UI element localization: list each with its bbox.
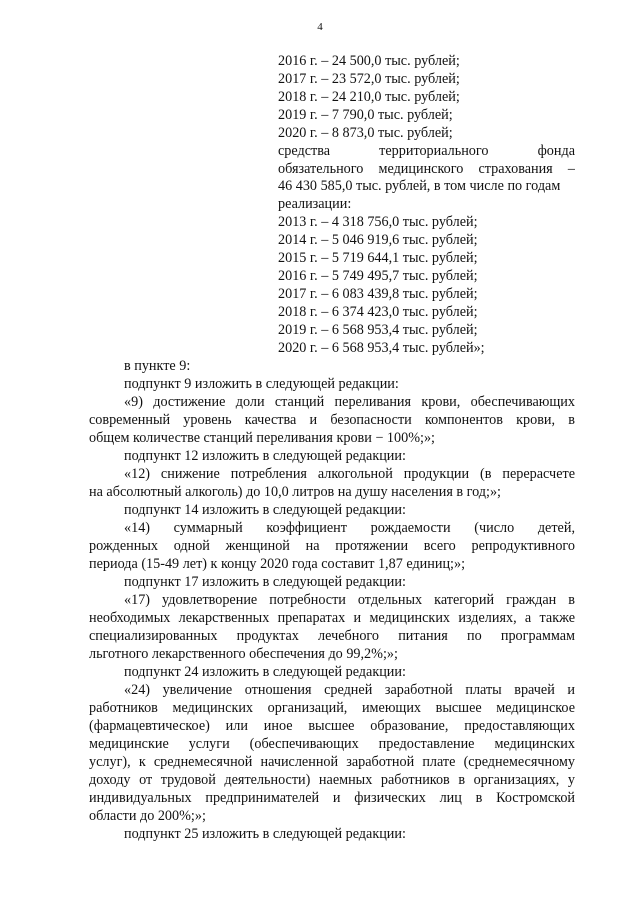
col-line: 2015 г. – 5 719 644,1 тыс. рублей;: [278, 250, 478, 266]
col-line: 2020 г. – 6 568 953,4 тыс. рублей»;: [278, 340, 485, 356]
col-line: 2020 г. – 8 873,0 тыс. рублей;: [278, 125, 453, 141]
body-line: работников медицинских организаций, имеющих высшее медицинское: [89, 700, 575, 716]
body-line: современный уровень качества и безопасности компонентов крови, в: [89, 412, 575, 428]
body-line: индивидуальных предпринимателей и физических лиц в Костромской: [89, 790, 575, 806]
body-line: подпункт 25 изложить в следующей редакции:: [124, 826, 406, 842]
body-line: периода (15-49 лет) к концу 2020 года составит 1,87 единиц;»;: [89, 556, 466, 572]
col-line: 2016 г. – 5 749 495,7 тыс. рублей;: [278, 268, 478, 284]
body-line: необходимых лекарственных препаратах и медицинских изделиях, а также: [89, 610, 575, 626]
col-line: 2017 г. – 6 083 439,8 тыс. рублей;: [278, 286, 478, 302]
body-line: медицинские услуги (обеспечивающих предоставление медицинских: [89, 736, 575, 752]
col-line: 2017 г. – 23 572,0 тыс. рублей;: [278, 71, 460, 87]
col-line: обязательного медицинского страхования –: [278, 161, 575, 177]
body-line: «9) достижение доли станций переливания крови, обеспечивающих: [124, 394, 575, 410]
body-line: подпункт 24 изложить в следующей редакции:: [124, 664, 406, 680]
body-line: доходу от трудовой деятельности) наемных работников в организациях, у: [89, 772, 575, 788]
body-line: «17) удовлетворение потребности отдельных категорий граждан в: [124, 592, 575, 608]
body-line: в пункте 9:: [124, 358, 191, 374]
body-line: подпункт 14 изложить в следующей редакции:: [124, 502, 406, 518]
col-line: 2018 г. – 6 374 423,0 тыс. рублей;: [278, 304, 478, 320]
body-line: «24) увеличение отношения средней заработной платы врачей и: [124, 682, 575, 698]
col-line: 2014 г. – 5 046 919,6 тыс. рублей;: [278, 232, 478, 248]
body-line: общем количестве станций переливания крови − 100%;»;: [89, 430, 435, 446]
body-line: «14) суммарный коэффициент рождаемости (число детей,: [124, 520, 575, 536]
body-line: услуг), к среднемесячной начисленной заработной плате (среднемесячному: [89, 754, 575, 770]
body-line: подпункт 9 изложить в следующей редакции:: [124, 376, 399, 392]
col-line: 2013 г. – 4 318 756,0 тыс. рублей;: [278, 214, 478, 230]
col-line: 2018 г. – 24 210,0 тыс. рублей;: [278, 89, 460, 105]
body-line: подпункт 17 изложить в следующей редакции:: [124, 574, 406, 590]
col-line: 2019 г. – 6 568 953,4 тыс. рублей;: [278, 322, 478, 338]
body-line: области до 200%;»;: [89, 808, 206, 824]
col-line: 46 430 585,0 тыс. рублей, в том числе по годам: [278, 178, 561, 194]
col-line: реализации:: [278, 196, 352, 212]
body-line: рожденных одной женщиной на протяжении всего репродуктивного: [89, 538, 575, 554]
body-line: «12) снижение потребления алкогольной продукции (в перерасчете: [124, 466, 575, 482]
body-line: льготного лекарственного обеспечения до 99,2%;»;: [89, 646, 398, 662]
col-line: 2016 г. – 24 500,0 тыс. рублей;: [278, 53, 460, 69]
body-line: на абсолютный алкоголь) до 10,0 литров на душу населения в год;»;: [89, 484, 501, 500]
body-line: (фармацевтическое) или иное высшее образование, предоставляющих: [89, 718, 575, 734]
body-line: подпункт 12 изложить в следующей редакции:: [124, 448, 406, 464]
body-line: специализированных продуктах лечебного питания по программам: [89, 628, 575, 644]
col-line: 2019 г. – 7 790,0 тыс. рублей;: [278, 107, 453, 123]
page-number: 4: [317, 21, 323, 33]
col-line: средства территориального фонда: [278, 143, 575, 159]
